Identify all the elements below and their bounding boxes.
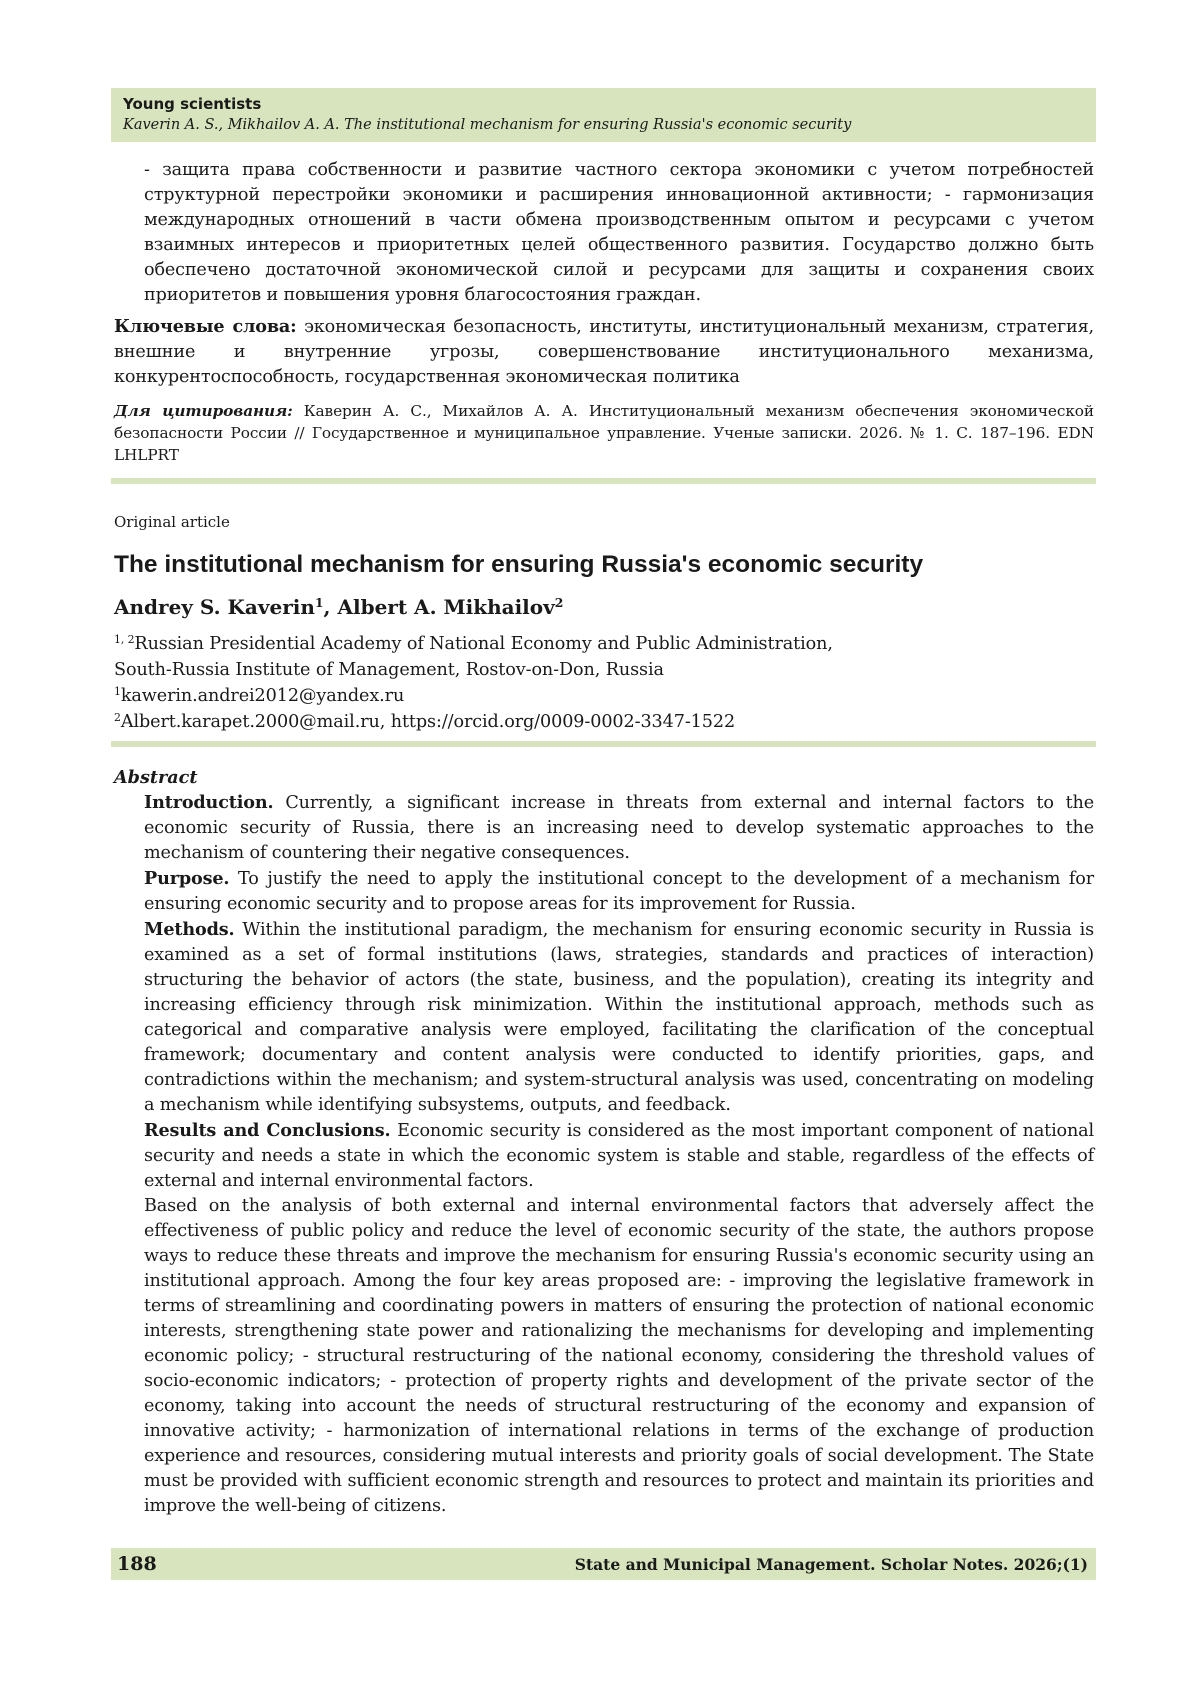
section-label: Introduction. xyxy=(144,792,274,813)
email-mark: 1 xyxy=(114,685,121,698)
divider xyxy=(111,478,1096,484)
keywords-text: экономическая безопасность, институты, институциональный механизм, стратегия, внешние и внутренние угрозы, совершенствование институционального механизма, конкурентоспособность, государственная экономическая политика xyxy=(114,317,1094,387)
russian-keywords xyxy=(114,314,1094,390)
email-mark: 2 xyxy=(114,711,121,724)
citation-text: Каверин А. С., Михайлов А. А. Институциональный механизм обеспечения экономической безопасности России // Государственное и муниципальное управление. Ученые записки. 2026. № 1. С. 187–196. EDN LHLPRT xyxy=(114,402,1094,464)
author-name: Andrey S. Kaverin xyxy=(114,595,315,619)
keywords-label: Ключевые слова: xyxy=(114,316,297,337)
section-text: Economic security is considered as the most important component of national security and needs a state in which the economic system is stable and stable, regardless of the effects of external and internal environmental factors. xyxy=(144,1121,1094,1191)
page-footer xyxy=(111,1548,1096,1580)
divider xyxy=(111,741,1096,747)
author-separator: , xyxy=(323,595,338,619)
russian-citation xyxy=(114,400,1094,466)
abstract-heading: Abstract xyxy=(114,767,198,788)
abstract-methods xyxy=(144,917,1094,1118)
abstract-results xyxy=(144,1118,1094,1194)
abstract-results-continued: Based on the analysis of both external and internal environmental factors that adversely affect the effectiveness of public policy and reduce the level of economic security of the state, the authors propose ways to reduce these threats and improve the mechanism for ensuring Russia's economic security using an institutional approach. Among the four key areas proposed are: - improving the legislative framework in terms of streamlining and coordinating powers in matters of ensuring the protection of national economic interests, strengthening state power and rationalizing the mechanisms for developing and implementing economic policy; - structural restructuring of the national economy, considering the threshold values of socio-economic indicators; - protection of property rights and development of the private sector of the economy, taking into account the needs of structural restructuring of the economy and expansion of innovative activity; - harmonization of international relations in terms of the exchange of production experience and resources, considering mutual interests and priority goals of social development. The State must be provided with sufficient economic strength and resources to protect and maintain its priorities and improve the well-being of citizens. xyxy=(144,1196,1094,1516)
section-label: Results and Conclusions. xyxy=(144,1120,391,1141)
journal-name: State and Municipal Management. Scholar Notes. 2026;(1) xyxy=(574,1555,1088,1574)
affiliation-line xyxy=(114,631,1094,657)
section-text: Within the institutional paradigm, the mechanism for ensuring economic security in Russia is examined as a set of formal institutions (laws, strategies, standards and practices of interaction) structuring the behavior of actors (the state, business, and the population), creating its integrity and increasing efficiency through risk minimization. Within the institutional approach, methods such as categorical and comparative analysis were employed, facilitating the clarification of the conceptual framework; documentary and content analysis were conducted to identify priorities, gaps, and contradictions within the mechanism; and system-structural analysis was used, concentrating on modeling a mechanism while identifying subsystems, outputs, and feedback. xyxy=(144,920,1094,1115)
affiliations xyxy=(114,631,1094,735)
russian-abstract-continuation: - защита права собственности и развитие частного сектора экономики с учетом потребностей структурной перестройки экономики и расширения инновационной активности; - гармонизация международных отношений в части обмена производственным опытом и ресурсами с учетом взаимных интересов и приоритетных целей общественного развития. Государство должно быть обеспечено достаточной экономической силой и ресурсами для защиты и сохранения своих приоритетов и повышения уровня благосостояния граждан. xyxy=(144,160,1094,305)
affiliation-mark: 1, 2 xyxy=(114,633,135,646)
citation-label: Для цитирования: xyxy=(114,402,293,420)
article-title: The institutional mechanism for ensuring Russia's economic security xyxy=(114,551,924,578)
article-type: Original article xyxy=(114,513,230,531)
affiliation-line: South-Russia Institute of Management, Rostov-on-Don, Russia xyxy=(114,660,664,680)
affiliation-text: Russian Presidential Academy of National Economy and Public Administration, xyxy=(134,634,833,654)
running-header xyxy=(111,88,1096,142)
authors xyxy=(114,593,563,621)
email-line xyxy=(114,709,1094,735)
page-number: 188 xyxy=(117,1553,157,1575)
email-line xyxy=(114,683,1094,709)
author-affiliation-mark: 2 xyxy=(554,595,564,611)
author-affiliation-mark: 1 xyxy=(314,595,324,611)
author-name: Albert A. Mikhailov xyxy=(337,595,555,619)
abstract-body xyxy=(144,790,1094,1519)
email-text: kawerin.andrei2012@yandex.ru xyxy=(120,686,405,706)
abstract-introduction xyxy=(144,790,1094,866)
section-label: Methods. xyxy=(144,919,235,940)
running-title: Kaverin A. S., Mikhailov A. A. The institutional mechanism for ensuring Russia's economic security xyxy=(123,117,852,133)
section-label: Purpose. xyxy=(144,868,230,889)
section-text: To justify the need to apply the institutional concept to the development of a mechanism for ensuring economic security and to propose areas for its improvement for Russia. xyxy=(144,869,1094,914)
section-text: Currently, a significant increase in threats from external and internal factors to the economic security of Russia, there is an increasing need to develop systematic approaches to the mechanism of countering their negative consequences. xyxy=(144,793,1094,863)
section-name: Young scientists xyxy=(123,95,262,113)
abstract-purpose xyxy=(144,866,1094,917)
email-orcid-text: Albert.karapet.2000@mail.ru, https://orcid.org/0009-0002-3347-1522 xyxy=(120,712,736,732)
